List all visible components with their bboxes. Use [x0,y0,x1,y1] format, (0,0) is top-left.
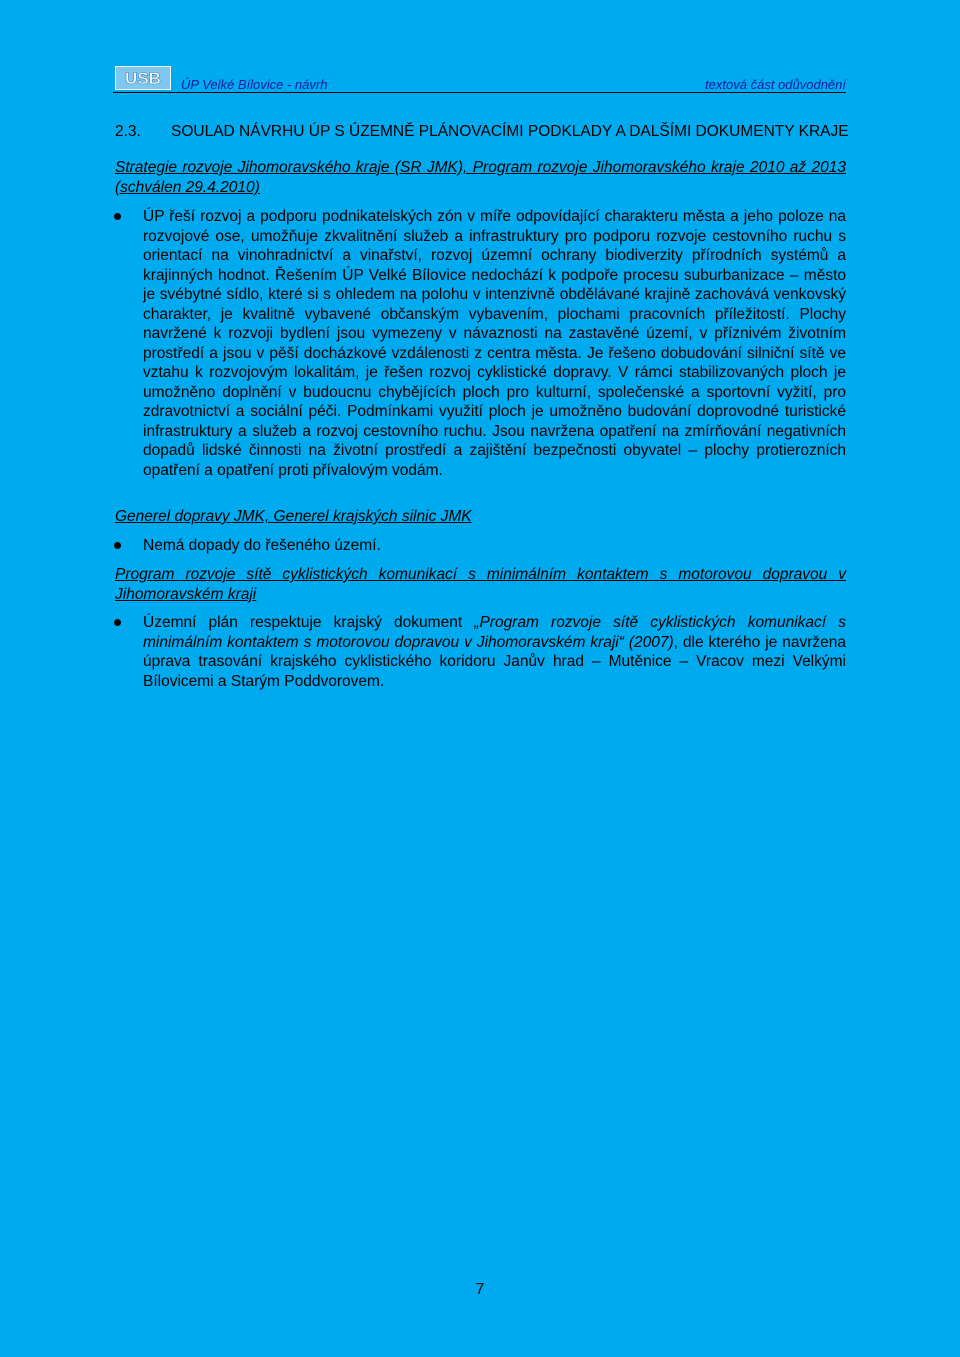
list-item [143,536,846,556]
page-header [113,66,846,93]
section-heading [115,123,849,141]
list-item [143,207,846,480]
paragraph-cycling-start: Územní plán respektuje krajský dokument [143,614,475,631]
section-title: SOULAD NÁVRHU ÚP S ÚZEMNĚ PLÁNOVACÍMI PODKLADY A DALŠÍMI DOKUMENTY KRAJE [171,123,849,140]
header-document-title: ÚP Velké Bílovice - návrh [181,77,328,92]
subheading-strategy: Strategie rozvoje Jihomoravského kraje (SR JMK), Program rozvoje Jihomoravského kraje 2010 až 2013 (schválen 29.4.2010) [115,159,846,196]
paragraph-cycling-end: , dle kterého je navržena úprava trasování krajského cyklistického koridoru Janův hrad – Mutěnice – Vracov mezi Velkými Bílovicemi a Starým Poddvorovem. [143,633,846,690]
bullet-icon [114,619,121,626]
paragraph-strategy: ÚP řeší rozvoj a podporu podnikatelských zón v míře odpovídající charakteru města a jeho poloze na rozvojové ose, umožňuje zkvalitnění služeb a infrastruktury pro podporu rozvoje cestovního ruchu s orientací na vinohradnictví a vinařství, rozvoj územní ochrany biodiverzity přírodních systémů a krajinných hodnot. Řešením ÚP Velké Bílovice nedochází k podpoře procesu suburbanizace – město je svébytné sídlo, které si s ohledem na polohu v intenzivně obdělávané krajině zachovává venkovský charakter, je kvalitně vybavené občanským vybavením, plochami pracovních příležitostí. Plochy navržené k rozvoji bydlení jsou vymezeny v návaznosti na zastavěné území, v příznivém životním prostředí a jsou v pěší docházkové vzdálenosti z centra města. Je řešeno dobudování silniční sítě ve vztahu k rozvojovým lokalitám, je řešen rozvoj cyklistické dopravy. V rámci stabilizovaných ploch je umožněno doplnění v budoucnu chybějících ploch pro kulturní, společenské a sportovní vyžití, pro zdravotnictví a sociální péči. Podmínkami využití ploch je umožněno budování doprovodné turistické infrastruktury a služeb a rozvoj cestovního ruchu. Jsou navržena opatření na zmírňování negativních dopadů lidské činnosti na životní prostředí a zajištění bezpečnosti obyvatel – plochy protierozních opatření a opatření proti přívalovým vodám. [143,208,846,479]
list-item [143,613,846,691]
subheading-transport: Generel dopravy JMK, Generel krajských silnic JMK [115,508,472,525]
paragraph-transport: Nemá dopady do řešeného území. [143,537,381,554]
cited-document-title: „Program rozvoje sítě cyklistických komunikací s minimálním kontaktem s motorovou dopravou v Jihomoravském kraji“ (2007) [143,614,846,651]
section-number: 2.3. [115,123,141,140]
header-section-label: textová část odůvodnění [705,77,846,92]
company-logo [115,66,171,90]
logo-lettering: USB [125,69,161,88]
bullet-icon [114,213,121,220]
paragraph-cycling [143,613,846,691]
bullet-icon [114,542,121,549]
subheading-cycling: Program rozvoje sítě cyklistických komunikací s minimálním kontaktem s motorovou dopravou v Jihomoravském kraji [115,566,846,603]
page-number: 7 [475,1281,485,1298]
